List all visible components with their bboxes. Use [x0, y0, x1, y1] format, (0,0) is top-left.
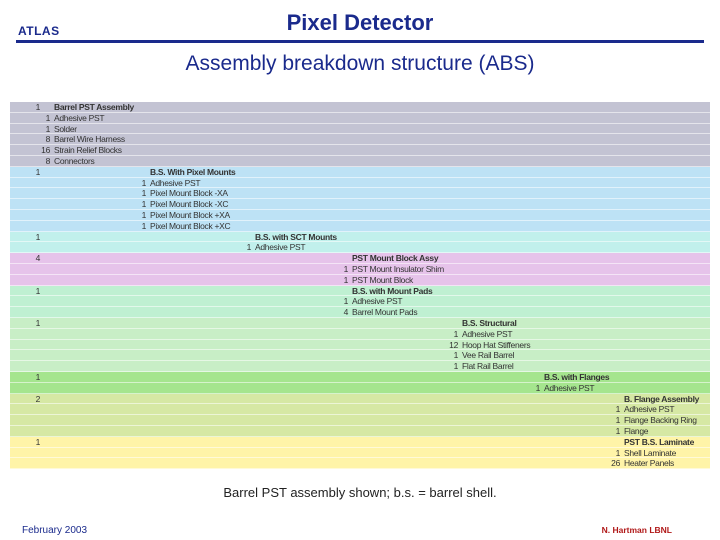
table-row — [10, 329, 710, 340]
row-quantity: 1 — [453, 328, 458, 339]
row-label: PST B.S. Laminate — [624, 436, 695, 447]
table-row — [10, 415, 710, 426]
row-label: Solder — [54, 123, 77, 134]
abs-table — [10, 102, 710, 469]
table-row — [10, 361, 710, 372]
row-label: Hoop Hat Stiffeners — [462, 339, 531, 350]
table-row — [10, 458, 710, 469]
row-quantity: 1 — [45, 123, 50, 134]
row-label: Pixel Mount Block -XA — [150, 188, 228, 199]
table-row — [10, 426, 710, 437]
row-label: B. Flange Assembly — [624, 393, 700, 404]
row-quantity: 1 — [535, 382, 540, 393]
table-row — [10, 253, 710, 264]
table-row — [10, 394, 710, 405]
row-label: Pixel Mount Block -XC — [150, 199, 229, 210]
table-row — [10, 134, 710, 145]
footer-author: N. Hartman LBNL — [601, 525, 672, 535]
table-row — [10, 102, 710, 113]
row-label: PST Mount Insulator Shim — [352, 263, 444, 274]
row-label: Connectors — [54, 155, 95, 166]
row-quantity: 1 — [453, 361, 458, 372]
row-label: B.S. with Flanges — [544, 371, 610, 382]
table-row — [10, 156, 710, 167]
row-label: Adhesive PST — [624, 404, 675, 415]
table-row — [10, 167, 710, 178]
table-row — [10, 437, 710, 448]
row-label: Heater Panels — [624, 458, 674, 469]
row-label: Pixel Mount Block +XC — [150, 220, 231, 231]
table-row — [10, 448, 710, 459]
row-quantity: 8 — [45, 155, 50, 166]
row-quantity: 1 — [35, 166, 40, 177]
row-quantity: 1 — [141, 199, 146, 210]
row-quantity: 8 — [45, 134, 50, 145]
row-label: Adhesive PST — [462, 328, 513, 339]
row-quantity: 1 — [45, 112, 50, 123]
table-row — [10, 383, 710, 394]
table-row — [10, 307, 710, 318]
row-quantity: 1 — [35, 285, 40, 296]
row-quantity: 1 — [141, 220, 146, 231]
row-quantity: 1 — [35, 371, 40, 382]
footer-date: February 2003 — [22, 525, 88, 536]
row-label: Shell Laminate — [624, 447, 677, 458]
title-rule — [16, 40, 704, 43]
row-label: Adhesive PST — [150, 177, 201, 188]
row-quantity: 1 — [141, 177, 146, 188]
row-label: B.S. with SCT Mounts — [255, 231, 337, 242]
row-label: Barrel Wire Harness — [54, 134, 125, 145]
row-label: Barrel Mount Pads — [352, 307, 418, 318]
table-row — [10, 242, 710, 253]
row-quantity: 1 — [615, 447, 620, 458]
table-row — [10, 145, 710, 156]
row-label: Flat Rail Barrel — [462, 361, 514, 372]
table-row — [10, 178, 710, 189]
row-quantity: 26 — [611, 458, 620, 469]
atlas-logo: ATLAS — [18, 24, 60, 38]
table-row — [10, 350, 710, 361]
row-quantity: 1 — [343, 296, 348, 307]
table-row — [10, 318, 710, 329]
table-row — [10, 372, 710, 383]
row-label: Vee Rail Barrel — [462, 350, 515, 361]
row-label: PST Mount Block Assy — [352, 253, 439, 264]
row-quantity: 1 — [35, 231, 40, 242]
row-label: Flange — [624, 425, 649, 436]
page-title: Pixel Detector — [286, 10, 434, 35]
table-row — [10, 296, 710, 307]
row-quantity: 1 — [141, 209, 146, 220]
row-quantity: 4 — [343, 307, 348, 318]
row-quantity: 1 — [343, 263, 348, 274]
row-quantity: 1 — [35, 317, 40, 328]
row-label: B.S. With Pixel Mounts — [150, 166, 236, 177]
row-quantity: 12 — [449, 339, 458, 350]
row-label: B.S. Structural — [462, 317, 517, 328]
row-quantity: 1 — [343, 274, 348, 285]
row-quantity: 1 — [615, 425, 620, 436]
row-label: Flange Backing Ring — [624, 415, 697, 426]
row-label: PST Mount Block — [352, 274, 414, 285]
row-quantity: 2 — [35, 393, 40, 404]
row-label: Adhesive PST — [255, 242, 306, 253]
row-label: Adhesive PST — [54, 112, 105, 123]
row-label: Adhesive PST — [544, 382, 595, 393]
row-quantity: 1 — [615, 415, 620, 426]
caption: Barrel PST assembly shown; b.s. = barrel shell. — [223, 485, 497, 500]
table-row — [10, 232, 710, 243]
row-quantity: 1 — [615, 404, 620, 415]
table-row — [10, 275, 710, 286]
table-row — [10, 113, 710, 124]
row-label: Pixel Mount Block +XA — [150, 209, 230, 220]
row-label: Adhesive PST — [352, 296, 403, 307]
row-quantity: 1 — [246, 242, 251, 253]
table-row — [10, 264, 710, 275]
table-row — [10, 210, 710, 221]
row-quantity: 1 — [453, 350, 458, 361]
table-row — [10, 199, 710, 210]
row-label: Strain Relief Blocks — [54, 145, 122, 156]
row-quantity: 1 — [141, 188, 146, 199]
table-row — [10, 286, 710, 297]
table-row — [10, 221, 710, 232]
row-quantity: 4 — [35, 253, 40, 264]
table-row — [10, 340, 710, 351]
page-subtitle: Assembly breakdown structure (ABS) — [185, 52, 535, 75]
row-quantity: 1 — [35, 102, 40, 112]
row-quantity: 16 — [41, 145, 50, 156]
table-row — [10, 404, 710, 415]
row-quantity: 1 — [35, 436, 40, 447]
table-row — [10, 124, 710, 135]
row-label: Barrel PST Assembly — [54, 102, 134, 112]
row-label: B.S. with Mount Pads — [352, 285, 433, 296]
table-row — [10, 188, 710, 199]
